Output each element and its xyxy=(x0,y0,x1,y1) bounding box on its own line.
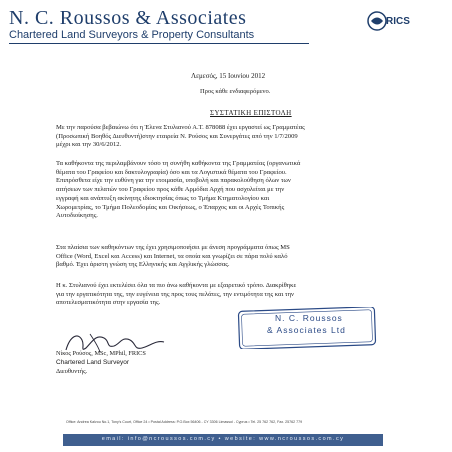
paragraph-line: βαθμό. Έχει άριστη γνώση της Ελληνικής και Αγγλικής γλώσσας. xyxy=(56,261,230,269)
company-subtitle: Chartered Land Surveyors & Property Consultants xyxy=(9,29,255,41)
letterhead-divider xyxy=(9,43,309,44)
paragraph-duties xyxy=(56,160,356,221)
paragraph-conclusion xyxy=(56,282,356,308)
paragraph-employment xyxy=(56,124,356,150)
paragraph-line: Χωρομετρίας, το Τμήμα Πολεοδομίας και Οικήσεως, ο Έπαρχος και οι Αρχές Τοπικής xyxy=(56,203,285,211)
paragraph-line: Office (Word, Excel και Access) και Internet, τα οποία και γνωρίζει σε πάρα πολύ καλό xyxy=(56,252,288,260)
paragraph-line: μέχρι και την 30/6/2012. xyxy=(56,141,122,149)
footer-bar xyxy=(63,434,383,446)
letter-date: Λεμεσός, 15 Ιουνίου 2012 xyxy=(191,72,266,80)
signatory-name: Νίκος Ρούσος, MSc, MPhil, FRICS xyxy=(56,350,146,357)
paragraph-line: θέματα του Γραφείου και δακτυλογραφία) όσο και τα Λογιστικά θέματα του Γραφείου. xyxy=(56,168,287,176)
paragraph-line: (Προσωπική Βοηθός Διευθυντή)στην εταιρεία Ν. Ρούσος και Συνεργάτες από την 1/7/2009 xyxy=(56,132,298,140)
rics-label: RICS xyxy=(386,16,410,27)
paragraph-line: Στα πλαίσια των καθηκόντων της έχει χρησιμοποιήσει με άνεση προγράμματα όπως MS xyxy=(56,244,290,251)
paragraph-line: Με την παρούσα βεβαιώνω ότι η Έλενα Στυλιανού Α.Τ. 878088 έχει εργαστεί ως Γραμματέας xyxy=(56,124,305,131)
footer-contact: email: info@ncroussos.com.cy • website: www.ncroussos.com.cy xyxy=(101,436,345,442)
paragraph-line: Τα καθήκοντα της περιλαμβάνουν τόσο τη συνήθη καθήκοντα της Γραμματέας (οργανωτικά xyxy=(56,160,301,167)
signatory-title: Διευθυντής. xyxy=(56,368,88,375)
salutation: Προς κάθε ενδιαφερόμενο. xyxy=(200,88,271,95)
paragraph-line: Επιπρόσθετα είχε την ευθύνη για την ετοιμασία, υποβολή και παρακολούθηση όλων των xyxy=(56,177,291,185)
footer-address: Office: Andrea Kalvou No.1, Tony's Court, Office 24 • Postal Address: P.O.Box 56406 - CY 3306 Limassol - Cyprus • Tel. 25 762 762, Fax. 25762 779 xyxy=(66,420,303,424)
paragraph-line: αποτελεσματικότητα στην εργασία της. xyxy=(56,299,161,307)
paragraph-line: για την εργατικότητα της, την ευγένεια της προς τους πελάτες, την εντιμότητα της και την xyxy=(56,290,295,298)
paragraph-skills xyxy=(56,244,356,270)
stamp-line-1: N. C. Roussos xyxy=(275,313,343,323)
paragraph-line: Αυτοδιοίκησης. xyxy=(56,212,98,220)
rics-emblem-icon xyxy=(366,10,388,32)
company-stamp xyxy=(237,307,377,349)
paragraph-line: Η κ. Στυλιανού έχει εκτελέσει όλα τα πιο άνω καθήκοντα με εξαιρετικό τρόπο. Διακρίθηκε xyxy=(56,282,297,289)
letter-heading: ΣΥΣΤΑΤΙΚΗ ΕΠΙΣΤΟΛΗ xyxy=(210,109,292,117)
paragraph-line: αιτήσεων των πελατών του Γραφείου προς κάθε Αρμόδια Αρχή που ασχολείται με την xyxy=(56,186,285,194)
stamp-line-2: & Associates Ltd xyxy=(267,325,346,335)
rics-logo xyxy=(366,10,416,34)
paragraph-line: εγγραφή και ανάπτυξη ακίνητης ιδιοκτησίας όπως το Τμήμα Κτηματολογίου και xyxy=(56,194,270,202)
company-name: N. C. Roussos & Associates xyxy=(9,7,247,29)
signatory-role: Chartered Land Surveyor xyxy=(56,359,129,366)
